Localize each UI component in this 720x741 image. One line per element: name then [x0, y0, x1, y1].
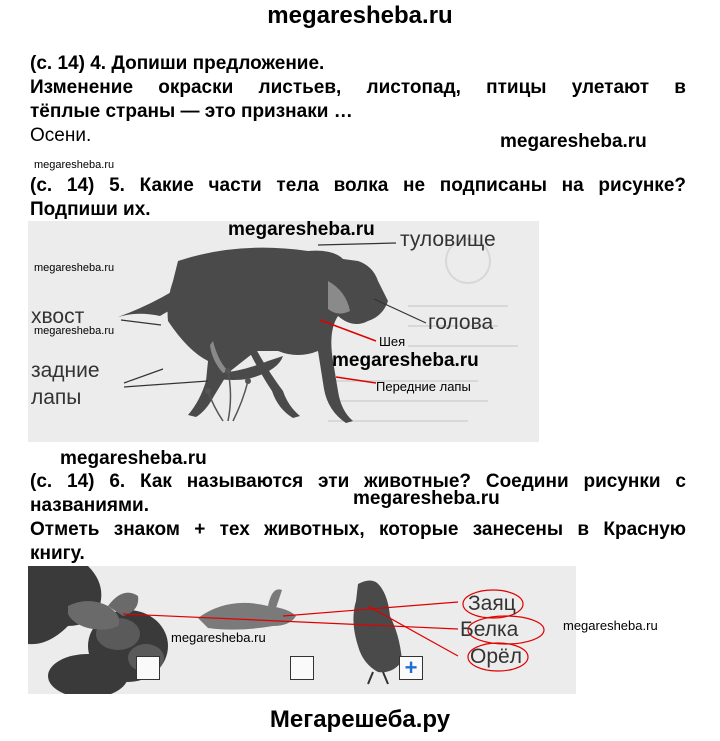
- q4-question-line2: тёплые страны — это признаки …: [30, 101, 353, 122]
- q4-answer: Осени.: [30, 125, 92, 146]
- watermark: megaresheba.ru: [171, 630, 266, 645]
- checkbox-squirrel[interactable]: [136, 656, 160, 680]
- label-front-legs: Передние лапы: [376, 379, 471, 394]
- q4-question-line1: Изменение окраски листьев, листопад, птицы улетают в: [30, 77, 686, 98]
- label-tail: хвост: [31, 305, 85, 328]
- wolf-figure: [28, 221, 539, 442]
- watermark: megaresheba.ru: [34, 325, 115, 337]
- label-neck: Шея: [379, 334, 406, 349]
- q4-header: (с. 14) 4. Допиши предложение.: [30, 53, 325, 74]
- q6-task-line2: книгу.: [30, 543, 85, 564]
- checkbox-hare[interactable]: [290, 656, 314, 680]
- watermark: megaresheba.ru: [500, 131, 647, 152]
- label-torso: туловище: [400, 228, 496, 251]
- watermark: megaresheba.ru: [353, 488, 500, 509]
- q6-header-line2: названиями.: [30, 495, 149, 516]
- site-title-bottom: Мегарешеба.ру: [269, 706, 451, 733]
- q6-header-line1: (с. 14) 6. Как называются эти животные? Соедини рисунки с: [30, 471, 686, 492]
- watermark: megaresheba.ru: [60, 448, 207, 469]
- plus-mark-icon: +: [404, 655, 418, 680]
- site-title-top: megaresheba.ru: [267, 2, 453, 29]
- watermark: megaresheba.ru: [332, 350, 479, 371]
- animals-figure: [28, 566, 576, 694]
- watermark: megaresheba.ru: [228, 221, 375, 240]
- watermark: megaresheba.ru: [34, 159, 115, 171]
- watermark: megaresheba.ru: [563, 618, 658, 633]
- checkbox-eagle[interactable]: [399, 656, 423, 680]
- q6-task-line1: Отметь знаком + тех животных, которые занесены в Красную: [30, 519, 686, 540]
- q5-header-line1: (с. 14) 5. Какие части тела волка не подписаны на рисунке?: [30, 175, 686, 196]
- animal-name-squirrel: Белка: [460, 618, 519, 641]
- animal-name-eagle: Орёл: [470, 645, 522, 668]
- watermark: megaresheba.ru: [34, 262, 115, 274]
- label-hind-legs-1: задние: [31, 359, 100, 382]
- label-hind-legs-2: лапы: [31, 386, 82, 409]
- label-head: голова: [428, 311, 494, 334]
- q5-header-line2: Подпиши их.: [30, 199, 151, 220]
- animal-name-hare: Заяц: [468, 592, 516, 615]
